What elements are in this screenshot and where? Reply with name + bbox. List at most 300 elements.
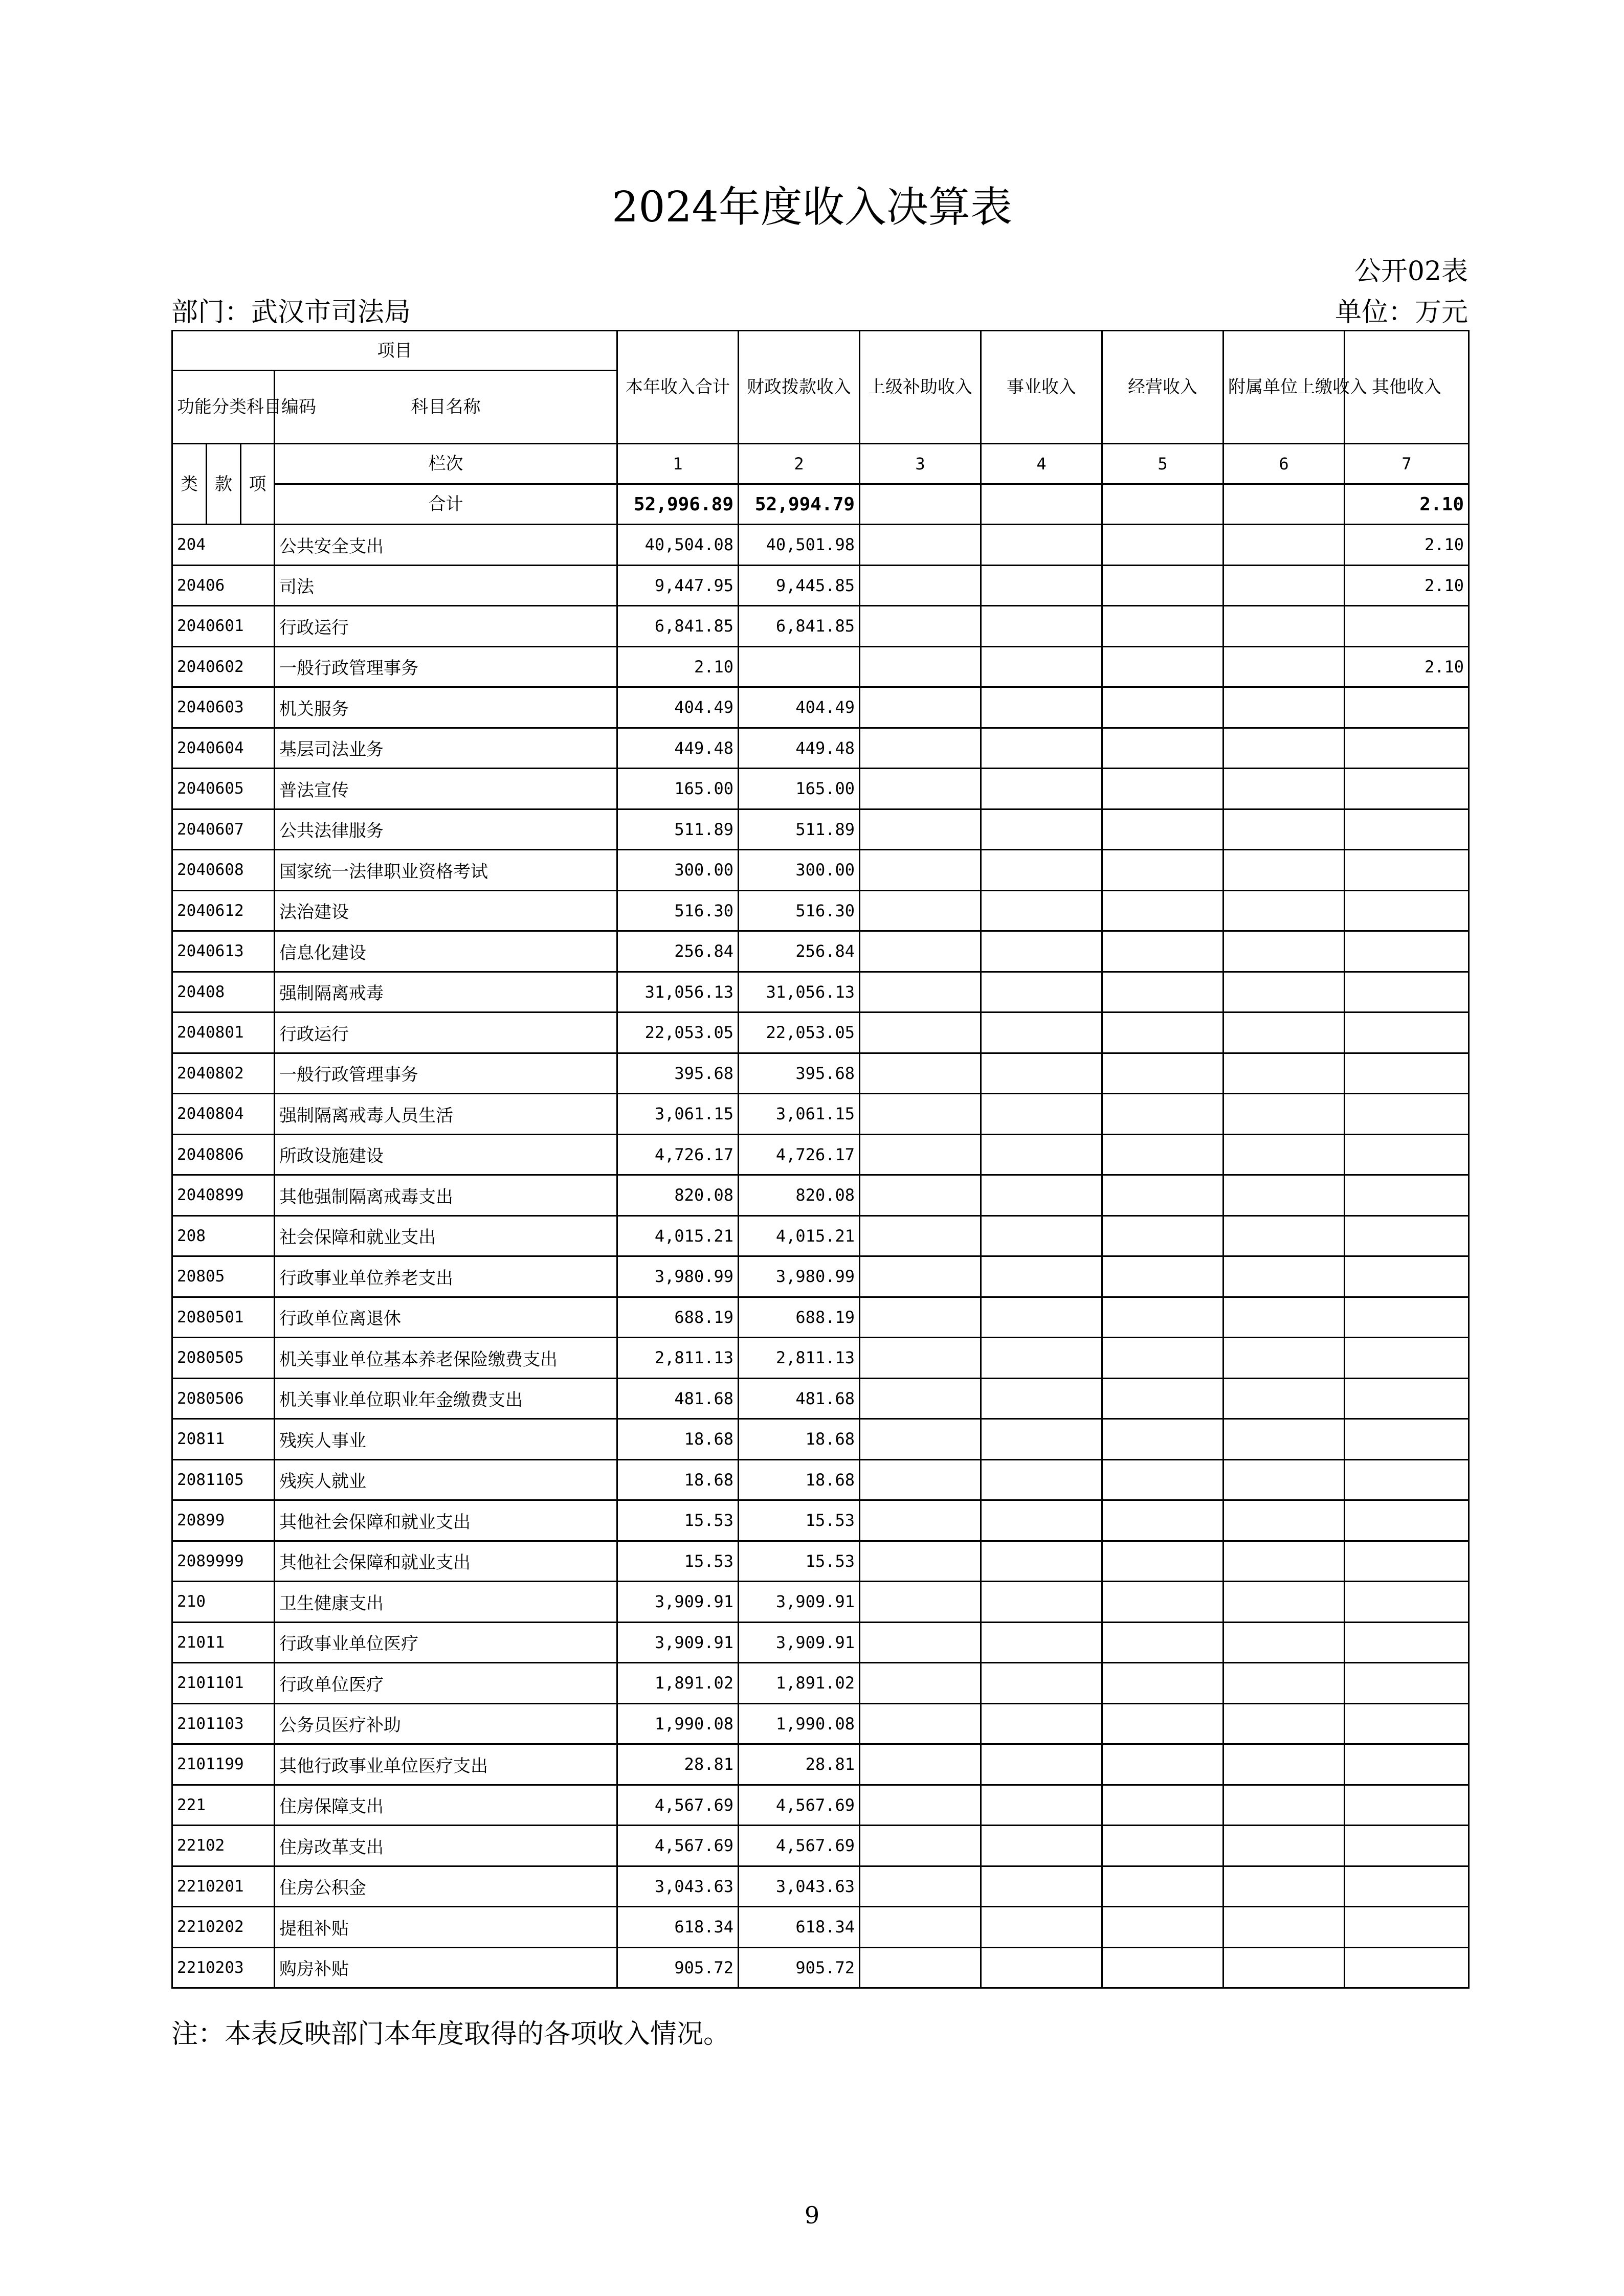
row-total-income: 9,447.95 <box>617 565 739 606</box>
row-code: 2040607 <box>172 809 275 850</box>
row-name: 基层司法业务 <box>275 728 617 769</box>
total-value-6 <box>1223 484 1345 525</box>
row-superior-subsidy <box>860 1378 981 1419</box>
row-superior-subsidy <box>860 1582 981 1623</box>
row-business-income <box>981 1378 1102 1419</box>
row-operating-income <box>1102 1663 1223 1704</box>
row-affiliate-income <box>1223 1744 1345 1785</box>
row-fiscal-income: 618.34 <box>739 1907 860 1948</box>
total-value-2: 52,994.79 <box>739 484 860 525</box>
table-row <box>172 1947 1469 1988</box>
row-operating-income <box>1102 1500 1223 1541</box>
row-other-income <box>1345 809 1469 850</box>
row-other-income <box>1345 1338 1469 1379</box>
row-other-income <box>1345 1378 1469 1419</box>
row-other-income <box>1345 1663 1469 1704</box>
row-affiliate-income <box>1223 1134 1345 1175</box>
row-name: 提租补贴 <box>275 1907 617 1948</box>
row-business-income <box>981 1256 1102 1297</box>
row-code: 2040613 <box>172 931 275 972</box>
table-row <box>172 1175 1469 1216</box>
row-superior-subsidy <box>860 809 981 850</box>
row-total-income: 3,909.91 <box>617 1582 739 1623</box>
row-code: 208 <box>172 1215 275 1256</box>
row-affiliate-income <box>1223 1622 1345 1663</box>
row-other-income <box>1345 1012 1469 1053</box>
row-affiliate-income <box>1223 1256 1345 1297</box>
row-name: 公共法律服务 <box>275 809 617 850</box>
row-operating-income <box>1102 809 1223 850</box>
row-name: 其他社会保障和就业支出 <box>275 1541 617 1582</box>
row-business-income <box>981 1338 1102 1379</box>
row-operating-income <box>1102 931 1223 972</box>
row-business-income <box>981 972 1102 1012</box>
row-operating-income <box>1102 1622 1223 1663</box>
row-fiscal-income: 3,909.91 <box>739 1622 860 1663</box>
table-note: 注：本表反映部门本年度取得的各项收入情况。 <box>171 2019 730 2050</box>
row-name: 住房保障支出 <box>275 1785 617 1826</box>
row-name: 购房补贴 <box>275 1947 617 1988</box>
table-row <box>172 1053 1469 1094</box>
row-superior-subsidy <box>860 1500 981 1541</box>
row-superior-subsidy <box>860 1094 981 1135</box>
row-total-income: 404.49 <box>617 687 739 728</box>
row-total-income: 15.53 <box>617 1541 739 1582</box>
row-other-income <box>1345 1582 1469 1623</box>
row-other-income <box>1345 687 1469 728</box>
row-other-income <box>1345 1459 1469 1500</box>
row-affiliate-income <box>1223 1419 1345 1460</box>
row-superior-subsidy <box>860 1866 981 1907</box>
row-fiscal-income: 3,043.63 <box>739 1866 860 1907</box>
row-superior-subsidy <box>860 1338 981 1379</box>
table-row <box>172 769 1469 809</box>
row-name: 行政单位医疗 <box>275 1663 617 1704</box>
row-name: 一般行政管理事务 <box>275 1053 617 1094</box>
row-superior-subsidy <box>860 646 981 687</box>
row-name: 其他社会保障和就业支出 <box>275 1500 617 1541</box>
row-affiliate-income <box>1223 1866 1345 1907</box>
row-business-income <box>981 769 1102 809</box>
col-header-1: 本年收入合计 <box>617 331 739 444</box>
row-name: 强制隔离戒毒人员生活 <box>275 1094 617 1135</box>
row-affiliate-income <box>1223 769 1345 809</box>
row-code: 21011 <box>172 1622 275 1663</box>
row-business-income <box>981 1419 1102 1460</box>
row-other-income <box>1345 972 1469 1012</box>
row-other-income <box>1345 1866 1469 1907</box>
table-row <box>172 1338 1469 1379</box>
table-row <box>172 1256 1469 1297</box>
total-value-3 <box>860 484 981 525</box>
row-business-income <box>981 1053 1102 1094</box>
row-name: 住房改革支出 <box>275 1826 617 1866</box>
total-value-4 <box>981 484 1102 525</box>
row-code: 22102 <box>172 1826 275 1866</box>
row-name: 一般行政管理事务 <box>275 646 617 687</box>
table-row <box>172 1094 1469 1135</box>
row-fiscal-income: 4,567.69 <box>739 1826 860 1866</box>
row-name: 行政运行 <box>275 1012 617 1053</box>
row-fiscal-income: 404.49 <box>739 687 860 728</box>
row-fiscal-income: 3,061.15 <box>739 1094 860 1135</box>
unit-label: 单位：万元 <box>1334 297 1468 328</box>
row-business-income <box>981 1785 1102 1826</box>
row-business-income <box>981 525 1102 566</box>
row-operating-income <box>1102 1012 1223 1053</box>
row-business-income <box>981 565 1102 606</box>
row-total-income: 688.19 <box>617 1297 739 1338</box>
table-row <box>172 1215 1469 1256</box>
row-superior-subsidy <box>860 1256 981 1297</box>
table-row <box>172 1500 1469 1541</box>
row-other-income <box>1345 1907 1469 1948</box>
row-superior-subsidy <box>860 565 981 606</box>
row-operating-income <box>1102 606 1223 647</box>
row-code: 2040603 <box>172 687 275 728</box>
row-name: 机关事业单位基本养老保险缴费支出 <box>275 1338 617 1379</box>
row-total-income: 3,909.91 <box>617 1622 739 1663</box>
row-operating-income <box>1102 1338 1223 1379</box>
row-total-income: 40,504.08 <box>617 525 739 566</box>
row-fiscal-income: 3,909.91 <box>739 1582 860 1623</box>
row-business-income <box>981 1459 1102 1500</box>
row-operating-income <box>1102 565 1223 606</box>
row-total-income: 2.10 <box>617 646 739 687</box>
row-other-income <box>1345 606 1469 647</box>
row-superior-subsidy <box>860 850 981 891</box>
row-superior-subsidy <box>860 1663 981 1704</box>
row-total-income: 28.81 <box>617 1744 739 1785</box>
table-row <box>172 525 1469 566</box>
row-affiliate-income <box>1223 728 1345 769</box>
table-row <box>172 850 1469 891</box>
row-other-income <box>1345 890 1469 931</box>
row-fiscal-income: 40,501.98 <box>739 525 860 566</box>
table-row <box>172 1378 1469 1419</box>
row-name: 司法 <box>275 565 617 606</box>
col-header-3: 上级补助收入 <box>860 331 981 444</box>
row-code: 2210202 <box>172 1907 275 1948</box>
form-number: 公开02表 <box>1354 256 1468 287</box>
income-table <box>171 330 1470 1989</box>
row-affiliate-income <box>1223 565 1345 606</box>
row-affiliate-income <box>1223 931 1345 972</box>
row-affiliate-income <box>1223 890 1345 931</box>
row-total-income: 3,061.15 <box>617 1094 739 1135</box>
row-operating-income <box>1102 1744 1223 1785</box>
row-affiliate-income <box>1223 1541 1345 1582</box>
row-affiliate-income <box>1223 1012 1345 1053</box>
row-code: 2101103 <box>172 1703 275 1744</box>
row-code: 204 <box>172 525 275 566</box>
total-label: 合计 <box>275 484 617 525</box>
row-code: 2040804 <box>172 1094 275 1135</box>
row-name: 机关事业单位职业年金缴费支出 <box>275 1378 617 1419</box>
row-code: 2040604 <box>172 728 275 769</box>
row-total-income: 165.00 <box>617 769 739 809</box>
row-total-income: 449.48 <box>617 728 739 769</box>
col-num-3: 3 <box>860 444 981 484</box>
table-row <box>172 606 1469 647</box>
row-business-income <box>981 1866 1102 1907</box>
row-operating-income <box>1102 1297 1223 1338</box>
row-total-income: 4,567.69 <box>617 1826 739 1866</box>
table-row <box>172 1703 1469 1744</box>
row-fiscal-income <box>739 646 860 687</box>
col-header-5: 经营收入 <box>1102 331 1223 444</box>
row-name: 法治建设 <box>275 890 617 931</box>
col-header-7: 其他收入 <box>1345 331 1469 444</box>
row-affiliate-income <box>1223 1094 1345 1135</box>
row-total-income: 31,056.13 <box>617 972 739 1012</box>
col-num-6: 6 <box>1223 444 1345 484</box>
row-code: 2040602 <box>172 646 275 687</box>
row-fiscal-income: 688.19 <box>739 1297 860 1338</box>
row-superior-subsidy <box>860 606 981 647</box>
row-other-income <box>1345 1256 1469 1297</box>
row-affiliate-income <box>1223 606 1345 647</box>
row-operating-income <box>1102 890 1223 931</box>
table-row <box>172 1826 1469 1866</box>
row-name: 卫生健康支出 <box>275 1582 617 1623</box>
department-label: 部门：武汉市司法局 <box>171 297 411 328</box>
row-affiliate-income <box>1223 1297 1345 1338</box>
row-code: 2101101 <box>172 1663 275 1704</box>
row-code: 2081105 <box>172 1459 275 1500</box>
row-superior-subsidy <box>860 687 981 728</box>
row-business-income <box>981 1582 1102 1623</box>
row-other-income <box>1345 1053 1469 1094</box>
row-other-income <box>1345 1703 1469 1744</box>
row-fiscal-income: 28.81 <box>739 1744 860 1785</box>
row-operating-income <box>1102 1459 1223 1500</box>
table-row <box>172 972 1469 1012</box>
kuan-header: 款 <box>207 444 241 525</box>
row-affiliate-income <box>1223 1785 1345 1826</box>
row-total-income: 15.53 <box>617 1500 739 1541</box>
row-business-income <box>981 1826 1102 1866</box>
row-operating-income <box>1102 1175 1223 1216</box>
row-business-income <box>981 1947 1102 1988</box>
row-business-income <box>981 1134 1102 1175</box>
row-code: 20406 <box>172 565 275 606</box>
row-business-income <box>981 1907 1102 1948</box>
row-fiscal-income: 9,445.85 <box>739 565 860 606</box>
row-total-income: 395.68 <box>617 1053 739 1094</box>
table-row <box>172 1419 1469 1460</box>
row-code: 20899 <box>172 1500 275 1541</box>
row-total-income: 4,726.17 <box>617 1134 739 1175</box>
row-other-income <box>1345 1500 1469 1541</box>
row-fiscal-income: 31,056.13 <box>739 972 860 1012</box>
row-operating-income <box>1102 1256 1223 1297</box>
row-name: 强制隔离戒毒 <box>275 972 617 1012</box>
row-business-income <box>981 1744 1102 1785</box>
row-code: 2101199 <box>172 1744 275 1785</box>
row-superior-subsidy <box>860 1215 981 1256</box>
row-affiliate-income <box>1223 1907 1345 1948</box>
row-superior-subsidy <box>860 769 981 809</box>
row-name: 行政运行 <box>275 606 617 647</box>
row-fiscal-income: 300.00 <box>739 850 860 891</box>
row-fiscal-income: 1,990.08 <box>739 1703 860 1744</box>
row-superior-subsidy <box>860 931 981 972</box>
col-num-1: 1 <box>617 444 739 484</box>
row-affiliate-income <box>1223 1947 1345 1988</box>
row-fiscal-income: 3,980.99 <box>739 1256 860 1297</box>
table-row <box>172 1582 1469 1623</box>
col-header-6: 附属单位上缴收入 <box>1223 331 1345 444</box>
row-other-income <box>1345 1826 1469 1866</box>
row-superior-subsidy <box>860 1541 981 1582</box>
row-business-income <box>981 1215 1102 1256</box>
row-code: 2089999 <box>172 1541 275 1582</box>
row-business-income <box>981 687 1102 728</box>
xiang-header: 项 <box>241 444 275 525</box>
row-total-income: 905.72 <box>617 1947 739 1988</box>
row-total-income: 256.84 <box>617 931 739 972</box>
row-other-income <box>1345 1094 1469 1135</box>
row-fiscal-income: 516.30 <box>739 890 860 931</box>
row-total-income: 1,891.02 <box>617 1663 739 1704</box>
row-superior-subsidy <box>860 1703 981 1744</box>
row-fiscal-income: 256.84 <box>739 931 860 972</box>
row-operating-income <box>1102 687 1223 728</box>
row-fiscal-income: 18.68 <box>739 1459 860 1500</box>
subject-name-header: 科目名称 <box>275 371 617 444</box>
row-business-income <box>981 606 1102 647</box>
row-fiscal-income: 481.68 <box>739 1378 860 1419</box>
row-operating-income <box>1102 525 1223 566</box>
row-operating-income <box>1102 1094 1223 1135</box>
row-other-income <box>1345 1134 1469 1175</box>
row-other-income <box>1345 769 1469 809</box>
lei-header: 类 <box>172 444 207 525</box>
table-row <box>172 1541 1469 1582</box>
total-value-1: 52,996.89 <box>617 484 739 525</box>
row-fiscal-income: 1,891.02 <box>739 1663 860 1704</box>
row-fiscal-income: 449.48 <box>739 728 860 769</box>
row-other-income <box>1345 1215 1469 1256</box>
row-code: 2040801 <box>172 1012 275 1053</box>
row-code: 20408 <box>172 972 275 1012</box>
row-other-income: 2.10 <box>1345 525 1469 566</box>
row-affiliate-income <box>1223 1053 1345 1094</box>
row-superior-subsidy <box>860 972 981 1012</box>
row-affiliate-income <box>1223 1215 1345 1256</box>
row-fiscal-income: 905.72 <box>739 1947 860 1988</box>
total-value-5 <box>1102 484 1223 525</box>
row-other-income <box>1345 1541 1469 1582</box>
row-total-income: 4,567.69 <box>617 1785 739 1826</box>
row-operating-income <box>1102 1582 1223 1623</box>
row-other-income <box>1345 1175 1469 1216</box>
row-operating-income <box>1102 728 1223 769</box>
row-operating-income <box>1102 1703 1223 1744</box>
row-total-income: 2,811.13 <box>617 1338 739 1379</box>
row-operating-income <box>1102 1826 1223 1866</box>
table-row <box>172 1622 1469 1663</box>
row-affiliate-income <box>1223 1663 1345 1704</box>
row-superior-subsidy <box>860 1622 981 1663</box>
row-affiliate-income <box>1223 1826 1345 1866</box>
row-fiscal-income: 6,841.85 <box>739 606 860 647</box>
table-row <box>172 646 1469 687</box>
row-business-income <box>981 728 1102 769</box>
row-affiliate-income <box>1223 687 1345 728</box>
row-code: 2040612 <box>172 890 275 931</box>
col-num-5: 5 <box>1102 444 1223 484</box>
row-superior-subsidy <box>860 1459 981 1500</box>
row-affiliate-income <box>1223 850 1345 891</box>
table-row <box>172 1134 1469 1175</box>
table-row <box>172 1459 1469 1500</box>
row-affiliate-income <box>1223 525 1345 566</box>
row-name: 公共安全支出 <box>275 525 617 566</box>
row-code: 2210203 <box>172 1947 275 1988</box>
row-business-income <box>981 1094 1102 1135</box>
row-superior-subsidy <box>860 1744 981 1785</box>
row-total-income: 1,990.08 <box>617 1703 739 1744</box>
col-num-7: 7 <box>1345 444 1469 484</box>
page-number: 9 <box>804 2201 820 2229</box>
row-total-income: 511.89 <box>617 809 739 850</box>
table-row <box>172 728 1469 769</box>
row-code: 2040601 <box>172 606 275 647</box>
row-superior-subsidy <box>860 1175 981 1216</box>
row-superior-subsidy <box>860 1826 981 1866</box>
row-fiscal-income: 4,726.17 <box>739 1134 860 1175</box>
row-affiliate-income <box>1223 1338 1345 1379</box>
col-header-2: 财政拨款收入 <box>739 331 860 444</box>
table-row <box>172 1744 1469 1785</box>
item-header: 项目 <box>172 331 617 371</box>
row-affiliate-income <box>1223 1175 1345 1216</box>
table-row <box>172 1907 1469 1948</box>
row-superior-subsidy <box>860 1012 981 1053</box>
row-other-income <box>1345 1622 1469 1663</box>
row-total-income: 3,980.99 <box>617 1256 739 1297</box>
row-business-income <box>981 890 1102 931</box>
col-num-2: 2 <box>739 444 860 484</box>
row-name: 信息化建设 <box>275 931 617 972</box>
row-total-income: 481.68 <box>617 1378 739 1419</box>
row-fiscal-income: 18.68 <box>739 1419 860 1460</box>
row-name: 行政事业单位医疗 <box>275 1622 617 1663</box>
row-affiliate-income <box>1223 646 1345 687</box>
row-name: 残疾人事业 <box>275 1419 617 1460</box>
total-value-7: 2.10 <box>1345 484 1469 525</box>
row-affiliate-income <box>1223 1459 1345 1500</box>
row-other-income <box>1345 1785 1469 1826</box>
row-business-income <box>981 931 1102 972</box>
func-code-header: 功能分类科目编码 <box>172 371 275 444</box>
row-code: 2040899 <box>172 1175 275 1216</box>
row-business-income <box>981 1500 1102 1541</box>
row-affiliate-income <box>1223 1500 1345 1541</box>
row-fiscal-income: 22,053.05 <box>739 1012 860 1053</box>
row-code: 20811 <box>172 1419 275 1460</box>
row-name: 住房公积金 <box>275 1866 617 1907</box>
row-affiliate-income <box>1223 972 1345 1012</box>
row-other-income <box>1345 1419 1469 1460</box>
row-other-income: 2.10 <box>1345 565 1469 606</box>
row-code: 2080505 <box>172 1338 275 1379</box>
row-name: 机关服务 <box>275 687 617 728</box>
row-business-income <box>981 1622 1102 1663</box>
row-operating-income <box>1102 1215 1223 1256</box>
